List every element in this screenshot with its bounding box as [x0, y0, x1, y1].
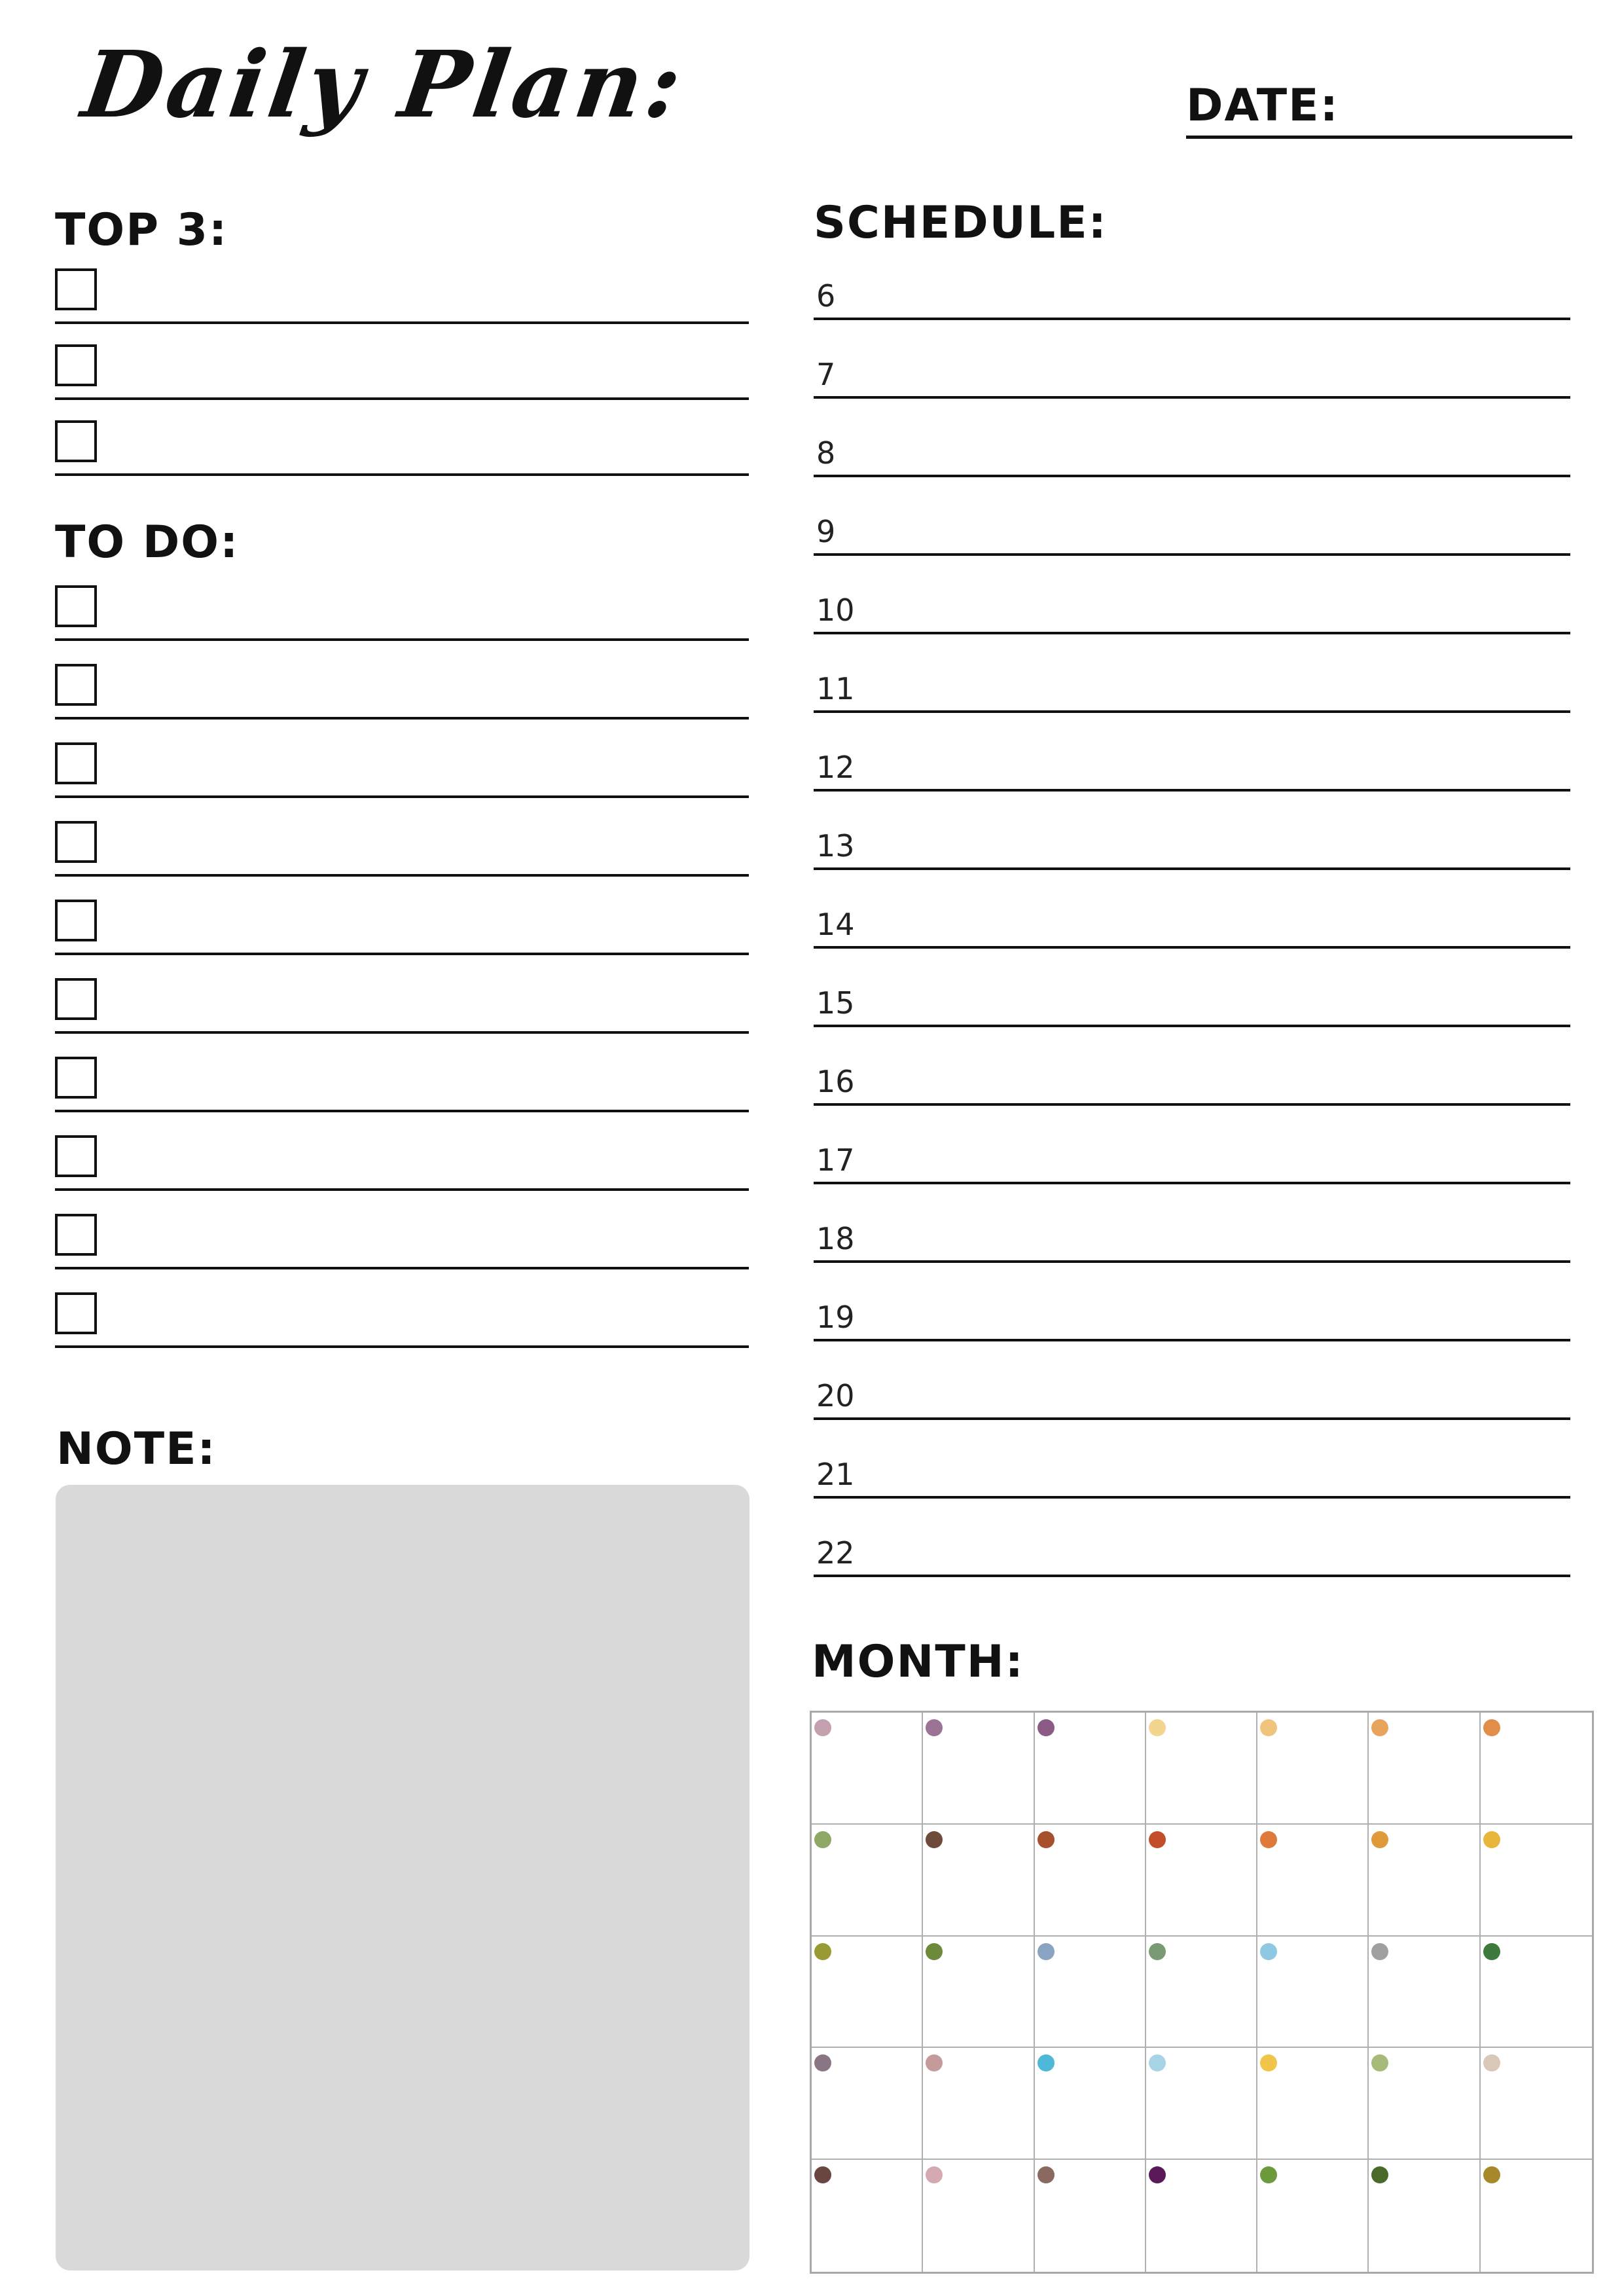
calendar-day-cell[interactable]	[1146, 1825, 1257, 1937]
schedule-row[interactable]	[814, 242, 1570, 320]
calendar-day-cell[interactable]	[1146, 2160, 1257, 2272]
color-dot-icon	[814, 1719, 831, 1736]
todo-row[interactable]	[55, 1049, 749, 1112]
schedule-row[interactable]	[814, 399, 1570, 477]
todo-checkbox[interactable]	[55, 821, 97, 863]
schedule-row[interactable]	[814, 1499, 1570, 1577]
schedule-hour-label: 14	[816, 907, 855, 942]
calendar-day-cell[interactable]	[1481, 1825, 1592, 1937]
calendar-day-cell[interactable]	[1481, 2048, 1592, 2160]
calendar-day-cell[interactable]	[1369, 2160, 1480, 2272]
schedule-row[interactable]	[814, 792, 1570, 870]
schedule-row[interactable]	[814, 1027, 1570, 1106]
color-dot-icon	[1149, 1831, 1166, 1848]
calendar-day-cell[interactable]	[1369, 1937, 1480, 2049]
todo-checkbox[interactable]	[55, 1214, 97, 1256]
schedule-row[interactable]	[814, 477, 1570, 556]
calendar-day-cell[interactable]	[1257, 1937, 1369, 2049]
schedule-row[interactable]	[814, 1263, 1570, 1341]
color-dot-icon	[1483, 1831, 1500, 1848]
schedule-row[interactable]	[814, 1420, 1570, 1499]
color-dot-icon	[1371, 1943, 1388, 1960]
todo-row[interactable]	[55, 814, 749, 877]
color-dot-icon	[1149, 1943, 1166, 1960]
todo-checkbox[interactable]	[55, 1135, 97, 1177]
schedule-hour-label: 18	[816, 1221, 855, 1256]
color-dot-icon	[926, 1943, 943, 1960]
color-dot-icon	[1260, 1719, 1277, 1736]
color-dot-icon	[1371, 1831, 1388, 1848]
todo-checkbox[interactable]	[55, 1057, 97, 1099]
calendar-day-cell[interactable]	[1035, 1937, 1146, 2049]
schedule-heading: SCHEDULE:	[814, 197, 1108, 249]
schedule-row[interactable]	[814, 1184, 1570, 1263]
todo-checkbox[interactable]	[55, 900, 97, 941]
color-dot-icon	[1038, 1831, 1055, 1848]
color-dot-icon	[1483, 1719, 1500, 1736]
color-dot-icon	[1371, 2166, 1388, 2183]
top3-checkbox[interactable]	[55, 420, 97, 462]
color-dot-icon	[1149, 2054, 1166, 2071]
color-dot-icon	[1371, 2054, 1388, 2071]
schedule-hour-label: 11	[816, 671, 855, 706]
schedule-hour-label: 8	[816, 435, 836, 471]
schedule-hour-label: 16	[816, 1064, 855, 1099]
schedule-hour-label: 19	[816, 1300, 855, 1335]
color-dot-icon	[1371, 1719, 1388, 1736]
schedule-hour-label: 17	[816, 1142, 855, 1178]
top3-row[interactable]	[55, 413, 749, 476]
calendar-day-cell[interactable]	[1369, 2048, 1480, 2160]
top3-row[interactable]	[55, 261, 749, 324]
calendar-day-cell[interactable]	[812, 2160, 923, 2272]
color-dot-icon	[814, 2166, 831, 2183]
color-dot-icon	[814, 2054, 831, 2071]
calendar-day-cell[interactable]	[1035, 2048, 1146, 2160]
todo-checkbox[interactable]	[55, 664, 97, 706]
schedule-hour-label: 15	[816, 985, 855, 1021]
schedule-row[interactable]	[814, 634, 1570, 713]
color-dot-icon	[1149, 1719, 1166, 1736]
todo-heading: TO DO:	[55, 517, 240, 568]
calendar-day-cell[interactable]	[923, 2048, 1034, 2160]
calendar-day-cell[interactable]	[812, 1713, 923, 1825]
color-dot-icon	[1038, 1943, 1055, 1960]
schedule-hour-label: 20	[816, 1378, 855, 1413]
calendar-day-cell[interactable]	[923, 1825, 1034, 1937]
date-field[interactable]	[1186, 136, 1572, 139]
todo-row[interactable]	[55, 1285, 749, 1348]
calendar-day-cell[interactable]	[1146, 1937, 1257, 2049]
color-dot-icon	[1260, 2054, 1277, 2071]
schedule-hour-label: 6	[816, 278, 836, 314]
todo-row[interactable]	[55, 971, 749, 1034]
month-heading: MONTH:	[812, 1636, 1024, 1688]
color-dot-icon	[1038, 1719, 1055, 1736]
schedule-hour-label: 9	[816, 514, 836, 549]
top3-checkbox[interactable]	[55, 344, 97, 386]
todo-checkbox[interactable]	[55, 585, 97, 627]
month-calendar-grid	[810, 1711, 1594, 2274]
note-box[interactable]	[56, 1485, 749, 2270]
todo-row[interactable]	[55, 1128, 749, 1191]
note-heading: NOTE:	[56, 1423, 217, 1475]
top3-heading: TOP 3:	[55, 204, 228, 256]
todo-row[interactable]	[55, 735, 749, 798]
todo-row[interactable]	[55, 892, 749, 955]
schedule-row[interactable]	[814, 1106, 1570, 1184]
page-title: Daily Plan:	[76, 31, 692, 139]
calendar-day-cell[interactable]	[812, 2048, 923, 2160]
color-dot-icon	[1483, 2166, 1500, 2183]
schedule-hour-label: 21	[816, 1457, 855, 1492]
color-dot-icon	[814, 1943, 831, 1960]
color-dot-icon	[1149, 2166, 1166, 2183]
calendar-day-cell[interactable]	[1035, 2160, 1146, 2272]
calendar-day-cell[interactable]	[923, 2160, 1034, 2272]
calendar-day-cell[interactable]	[1257, 1713, 1369, 1825]
color-dot-icon	[926, 1831, 943, 1848]
top3-row[interactable]	[55, 337, 749, 400]
color-dot-icon	[1260, 1831, 1277, 1848]
calendar-day-cell[interactable]	[812, 1937, 923, 2049]
calendar-day-cell[interactable]	[923, 1713, 1034, 1825]
calendar-day-cell[interactable]	[1369, 1825, 1480, 1937]
calendar-day-cell[interactable]	[1481, 1937, 1592, 2049]
calendar-day-cell[interactable]	[1035, 1825, 1146, 1937]
calendar-day-cell[interactable]	[1369, 1713, 1480, 1825]
calendar-day-cell[interactable]	[1035, 1713, 1146, 1825]
calendar-day-cell[interactable]	[812, 1825, 923, 1937]
schedule-row[interactable]	[814, 713, 1570, 792]
color-dot-icon	[1483, 1943, 1500, 1960]
todo-row[interactable]	[55, 657, 749, 720]
todo-checkbox[interactable]	[55, 742, 97, 784]
calendar-day-cell[interactable]	[1146, 1713, 1257, 1825]
color-dot-icon	[1483, 2054, 1500, 2071]
calendar-day-cell[interactable]	[1257, 1825, 1369, 1937]
schedule-row[interactable]	[814, 949, 1570, 1027]
schedule-hour-label: 12	[816, 750, 855, 785]
calendar-day-cell[interactable]	[1257, 2048, 1369, 2160]
calendar-day-cell[interactable]	[1481, 2160, 1592, 2272]
calendar-day-cell[interactable]	[923, 1937, 1034, 2049]
schedule-row[interactable]	[814, 1341, 1570, 1420]
schedule-hour-label: 13	[816, 828, 855, 864]
schedule-hour-label: 22	[816, 1535, 855, 1571]
calendar-day-cell[interactable]	[1146, 2048, 1257, 2160]
todo-row[interactable]	[55, 578, 749, 641]
todo-checkbox[interactable]	[55, 978, 97, 1020]
calendar-day-cell[interactable]	[1481, 1713, 1592, 1825]
color-dot-icon	[1260, 1943, 1277, 1960]
color-dot-icon	[1038, 2166, 1055, 2183]
calendar-day-cell[interactable]	[1257, 2160, 1369, 2272]
color-dot-icon	[1260, 2166, 1277, 2183]
date-label: DATE:	[1186, 80, 1339, 132]
color-dot-icon	[1038, 2054, 1055, 2071]
color-dot-icon	[926, 2166, 943, 2183]
color-dot-icon	[926, 1719, 943, 1736]
top3-checkbox[interactable]	[55, 268, 97, 310]
schedule-hour-label: 7	[816, 357, 836, 392]
color-dot-icon	[926, 2054, 943, 2071]
todo-row[interactable]	[55, 1207, 749, 1269]
schedule-row[interactable]	[814, 556, 1570, 634]
todo-checkbox[interactable]	[55, 1292, 97, 1334]
color-dot-icon	[814, 1831, 831, 1848]
schedule-row[interactable]	[814, 320, 1570, 399]
schedule-row[interactable]	[814, 870, 1570, 949]
schedule-hour-label: 10	[816, 592, 855, 628]
